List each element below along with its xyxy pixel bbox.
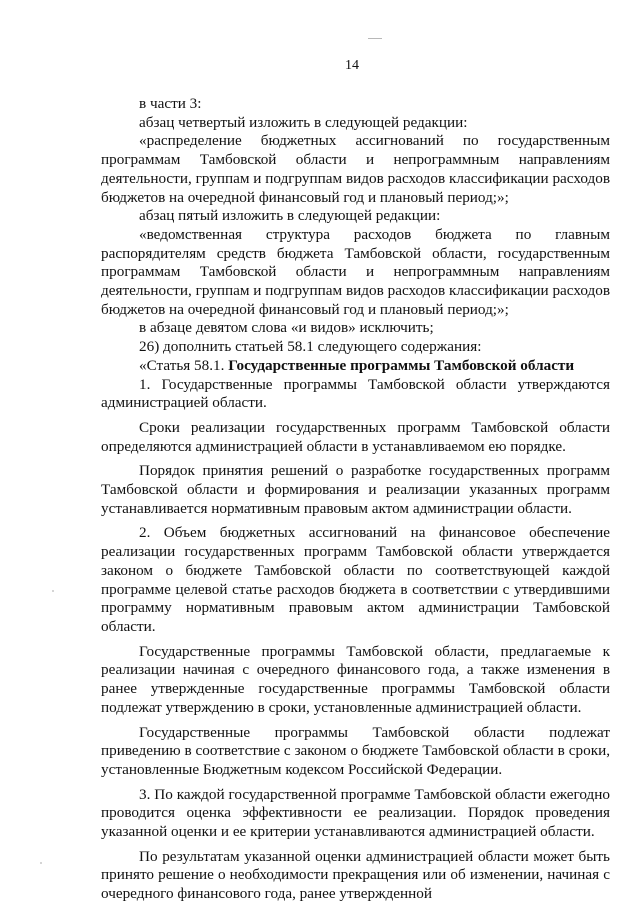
paragraph: абзац четвертый изложить в следующей редакции:	[139, 113, 468, 131]
article-title: Государственные программы Тамбовской области	[228, 356, 575, 374]
paragraph: 3. По каждой государственной программе Тамбовской области ежегодно проводится оценка эффективности ее реализации. Порядок проведения указанной оценки и ее критерии устанавливаются администрацией области.	[101, 785, 610, 841]
paragraph: «распределение бюджетных ассигнований по государственным программам Тамбовской области и непрограммным направлениям деятельности, группам и подгруппам видов расходов классификации расходов бюджетов на очередной финансовый год и плановый период;»;	[101, 132, 610, 206]
paragraph: Порядок принятия решений о разработке государственных программ Тамбовской области и формирования и реализации указанных программ устанавливается нормативным правовым актом администрации области.	[101, 462, 610, 517]
paragraph: Государственные программы Тамбовской области подлежат приведению в соответствие с законом о бюджете Тамбовской области в сроки, установленные Бюджетным кодексом Российской Федерации.	[101, 723, 610, 778]
page-number: 14	[345, 58, 359, 73]
scan-artifact	[40, 862, 42, 864]
paragraph: 1. Государственные программы Тамбовской области утверждаются администрацией области.	[101, 375, 610, 412]
paragraph: По результатам указанной оценки администрацией области может быть принято решение о необходимости прекращения или об изменении, начиная с очередного финансового года, ранее утвержденной	[101, 847, 610, 903]
document-body	[101, 95, 610, 904]
paragraph: в части 3:	[139, 95, 202, 112]
paragraph: Государственные программы Тамбовской области, предлагаемые к реализации начиная с очередного финансового года, а также изменения в ранее утвержденные государственные программы Тамбовской области подлежат утверждению в сроки, установленные администрацией области.	[101, 642, 610, 716]
paragraph: 26) дополнить статьей 58.1 следующего содержания:	[139, 338, 482, 356]
paragraph: 2. Объем бюджетных ассигнований на финансовое обеспечение реализации государственных программ Тамбовской области утверждается законом о бюджете Тамбовской области по соответствующей каждой программе целевой статье расходов бюджета в соответствии с утвердившими программу нормативным правовым актом администрации Тамбовской области.	[101, 524, 610, 635]
article-heading	[101, 357, 610, 376]
paragraph: Сроки реализации государственных программ Тамбовской области определяются администрацией области в устанавливаемом ею порядке.	[101, 418, 610, 455]
article-prefix: «Статья 58.1.	[139, 356, 229, 374]
scan-artifact	[368, 38, 382, 39]
paragraph: абзац пятый изложить в следующей редакции:	[139, 207, 441, 225]
scan-artifact	[52, 590, 54, 592]
paragraph: в абзаце девятом слова «и видов» исключить;	[139, 319, 434, 337]
paragraph: «ведомственная структура расходов бюджета по главным распорядителям средств бюджета Тамбовской области, государственным программам Тамбовской области и непрограммным направлениям деятельности, группам и подгруппам видов расходов классификации расходов бюджетов на очередной финансовый год и плановый период;»;	[101, 225, 610, 318]
